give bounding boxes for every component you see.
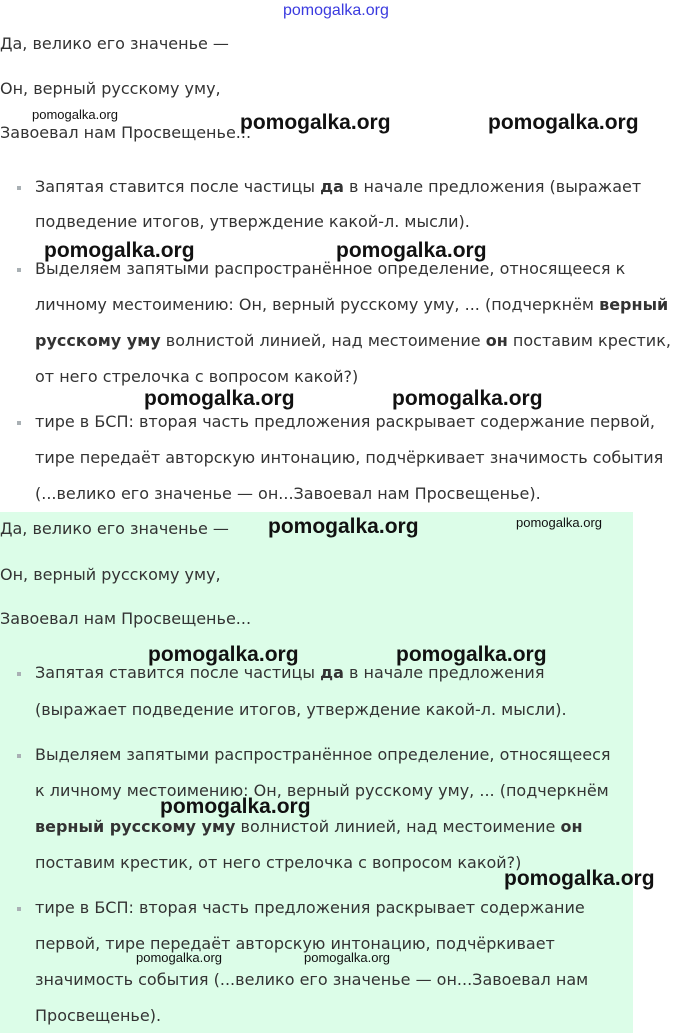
list-item-line: тире передаёт авторскую интонацию, подчёркивает значимость события	[35, 448, 664, 467]
poem-line: Завоевал нам Просвещенье...	[0, 123, 252, 142]
list-item-line: Запятая ставится после частицы да в начале предложения (выражает	[35, 177, 642, 196]
poem-line: Он, верный русскому уму,	[0, 79, 221, 98]
list-item-line: личному местоимению: Он, верный русскому уму, ... (подчеркнём верный	[35, 295, 669, 314]
list-item-line: Выделяем запятыми распространённое определение, относящееся	[35, 745, 611, 764]
answer-block-highlighted	[0, 512, 633, 1033]
list-item-line: тире в БСП: вторая часть предложения раскрывает содержание первой,	[35, 412, 655, 431]
poem-line: Да, велико его значенье —	[0, 519, 229, 538]
list-item-line: подведение итогов, утверждение какой-л. мысли).	[35, 212, 470, 231]
list-item-line: Запятая ставится после частицы да в начале предложения	[35, 663, 545, 682]
list-item-line: русскому уму волнистой линией, над местоимение он поставим крестик,	[35, 331, 671, 350]
watermark-text: pomogalka.org	[336, 239, 487, 262]
watermark-text: pomogalka.org	[144, 387, 295, 410]
list-item-line: поставим крестик, от него стрелочка с вопросом какой?)	[35, 853, 522, 872]
list-item-line: значимость события (...велико его значенье — он...Завоевал нам	[35, 970, 589, 989]
list-item-line: (...велико его значенье — он...Завоевал нам Просвещенье).	[35, 484, 541, 503]
watermark-text: pomogalka.org	[136, 950, 222, 965]
watermark-text: pomogalka.org	[44, 239, 195, 262]
list-item-line: верный русскому уму волнистой линией, над местоимение он	[35, 817, 583, 836]
watermark-text: pomogalka.org	[392, 387, 543, 410]
bullet-icon	[17, 268, 21, 272]
bullet-icon	[17, 672, 21, 676]
bullet-icon	[17, 186, 21, 190]
list-item-line: первой, тире передаёт авторскую интонацию, подчёркивает	[35, 934, 555, 953]
watermark-text: pomogalka.org	[396, 643, 547, 666]
watermark-text: pomogalka.org	[268, 515, 419, 538]
watermark-text: pomogalka.org	[160, 795, 311, 818]
poem-line: Да, велико его значенье —	[0, 34, 229, 53]
watermark-text: pomogalka.org	[488, 111, 639, 134]
watermark-text: pomogalka.org	[32, 107, 118, 122]
list-item-line: Выделяем запятыми распространённое определение, относящееся к	[35, 259, 626, 278]
list-item-line: тире в БСП: вторая часть предложения раскрывает содержание	[35, 898, 585, 917]
list-item-line: Просвещенье).	[35, 1006, 162, 1025]
list-item-line: от него стрелочка с вопросом какой?)	[35, 367, 359, 386]
watermark-text: pomogalka.org	[283, 2, 389, 19]
watermark-text: pomogalka.org	[304, 950, 390, 965]
bullet-icon	[17, 421, 21, 425]
watermark-text: pomogalka.org	[240, 111, 391, 134]
poem-line: Он, верный русскому уму,	[0, 565, 221, 584]
watermark-text: pomogalka.org	[516, 515, 602, 530]
poem-line: Завоевал нам Просвещенье...	[0, 609, 252, 628]
watermark-text: pomogalka.org	[148, 643, 299, 666]
bullet-icon	[17, 907, 21, 911]
list-item-line: к личному местоимению: Он, верный русскому уму, ... (подчеркнём	[35, 781, 609, 800]
answer-block-plain	[0, 0, 671, 512]
bullet-icon	[17, 754, 21, 758]
watermark-text: pomogalka.org	[504, 867, 655, 890]
list-item-line: (выражает подведение итогов, утверждение какой-л. мысли).	[35, 700, 567, 719]
